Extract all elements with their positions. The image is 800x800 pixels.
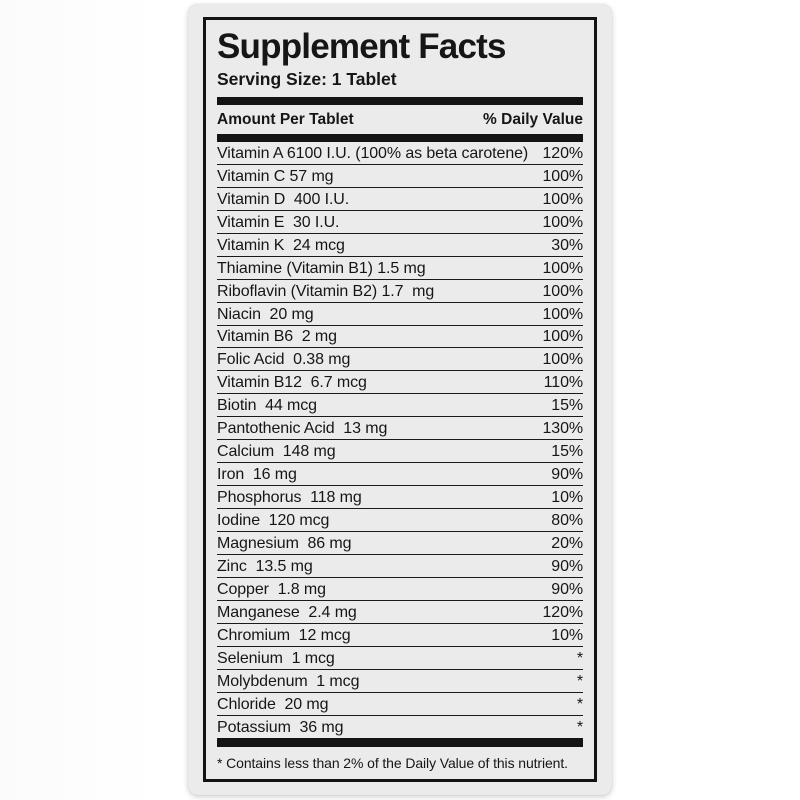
nutrient-name: Calcium 148 mg [217, 443, 336, 461]
supplement-label-card [188, 4, 612, 795]
nutrient-name: Niacin 20 mg [217, 305, 314, 323]
nutrient-daily-value: 80% [551, 512, 583, 530]
nutrient-row [217, 234, 583, 257]
nutrient-row [217, 348, 583, 371]
nutrient-name: Phosphorus 118 mg [217, 489, 362, 507]
thick-divider-header [217, 134, 583, 142]
nutrient-daily-value: 100% [542, 259, 583, 277]
column-header-daily-value: % Daily Value [483, 110, 583, 128]
nutrient-daily-value: 10% [551, 489, 583, 507]
nutrient-name: Chromium 12 mcg [217, 627, 351, 645]
nutrient-row [217, 624, 583, 647]
nutrient-row [217, 165, 583, 188]
nutrient-row [217, 417, 583, 440]
nutrient-name: Thiamine (Vitamin B1) 1.5 mg [217, 259, 426, 277]
nutrient-daily-value: 100% [542, 328, 583, 346]
nutrient-row [217, 555, 583, 578]
supplement-facts-title: Supplement Facts [217, 27, 506, 66]
nutrient-daily-value: * [576, 695, 583, 713]
nutrient-name: Chloride 20 mg [217, 695, 329, 713]
nutrient-name: Vitamin K 24 mcg [217, 236, 345, 254]
nutrient-daily-value: * [576, 718, 583, 736]
nutrient-name: Zinc 13.5 mg [217, 558, 313, 576]
nutrient-daily-value: 100% [542, 282, 583, 300]
nutrient-daily-value: 120% [542, 144, 583, 162]
nutrient-daily-value: 30% [551, 236, 583, 254]
nutrient-row [217, 211, 583, 234]
nutrient-row [217, 440, 583, 463]
nutrient-daily-value: 15% [551, 397, 583, 415]
nutrient-name: Folic Acid 0.38 mg [217, 351, 351, 369]
nutrient-daily-value: 90% [551, 581, 583, 599]
nutrient-name: Vitamin B6 2 mg [217, 328, 337, 346]
nutrient-name: Iodine 120 mcg [217, 512, 330, 530]
nutrient-daily-value: 100% [542, 190, 583, 208]
nutrient-daily-value: 20% [551, 535, 583, 553]
nutrient-name: Magnesium 86 mg [217, 535, 352, 553]
nutrient-row [217, 303, 583, 326]
nutrient-row [217, 463, 583, 486]
nutrient-daily-value: 130% [542, 420, 583, 438]
nutrient-row [217, 257, 583, 280]
supplement-facts-panel [203, 17, 597, 782]
nutrient-row [217, 693, 583, 716]
thick-divider-top [217, 97, 583, 105]
nutrient-name: Vitamin A 6100 I.U. (100% as beta carotene) [217, 144, 529, 162]
nutrient-name: Pantothenic Acid 13 mg [217, 420, 388, 438]
nutrient-name: Potassium 36 mg [217, 718, 344, 736]
column-header-amount: Amount Per Tablet [217, 110, 354, 128]
nutrient-name: Vitamin B12 6.7 mcg [217, 374, 367, 392]
nutrient-daily-value: 15% [551, 443, 583, 461]
nutrient-daily-value: 100% [542, 351, 583, 369]
nutrient-name: Biotin 44 mcg [217, 397, 317, 415]
nutrient-row [217, 394, 583, 417]
nutrient-row [217, 142, 583, 165]
nutrient-daily-value: 110% [543, 374, 583, 392]
nutrient-row [217, 486, 583, 509]
nutrient-row [217, 670, 583, 693]
nutrient-row [217, 578, 583, 601]
nutrient-name: Iron 16 mg [217, 466, 297, 484]
nutrient-row [217, 716, 583, 738]
nutrient-daily-value: 100% [542, 213, 583, 231]
nutrient-daily-value: 120% [542, 604, 583, 622]
nutrient-row [217, 371, 583, 394]
nutrient-row [217, 188, 583, 211]
nutrient-name: Molybdenum 1 mcg [217, 673, 360, 690]
nutrient-row [217, 532, 583, 555]
nutrient-row [217, 509, 583, 532]
nutrient-row [217, 601, 583, 624]
nutrient-daily-value: 100% [542, 305, 583, 323]
nutrient-daily-value: 90% [551, 558, 583, 576]
nutrient-name: Selenium 1 mcg [217, 650, 335, 668]
nutrient-daily-value: * [576, 673, 583, 690]
nutrient-daily-value: 10% [551, 627, 583, 645]
nutrient-row [217, 647, 583, 670]
nutrient-row [217, 326, 583, 349]
nutrient-row [217, 280, 583, 303]
nutrient-daily-value: 90% [551, 466, 583, 484]
nutrient-name: Riboflavin (Vitamin B2) 1.7 mg [217, 282, 435, 300]
nutrient-name: Vitamin D 400 I.U. [217, 190, 350, 208]
nutrient-name: Vitamin C 57 mg [217, 167, 334, 185]
nutrient-name: Copper 1.8 mg [217, 581, 326, 599]
thick-divider-bottom [217, 738, 583, 747]
nutrient-name: Vitamin E 30 I.U. [217, 213, 340, 231]
serving-size-text: Serving Size: 1 Tablet [217, 68, 397, 89]
nutrient-daily-value: 100% [542, 167, 583, 185]
column-header-row [217, 105, 583, 134]
nutrient-rows [217, 142, 583, 738]
nutrient-daily-value: * [576, 650, 583, 668]
nutrient-name: Manganese 2.4 mg [217, 604, 357, 622]
daily-value-footnote: * Contains less than 2% of the Daily Value of this nutrient. [217, 755, 568, 771]
